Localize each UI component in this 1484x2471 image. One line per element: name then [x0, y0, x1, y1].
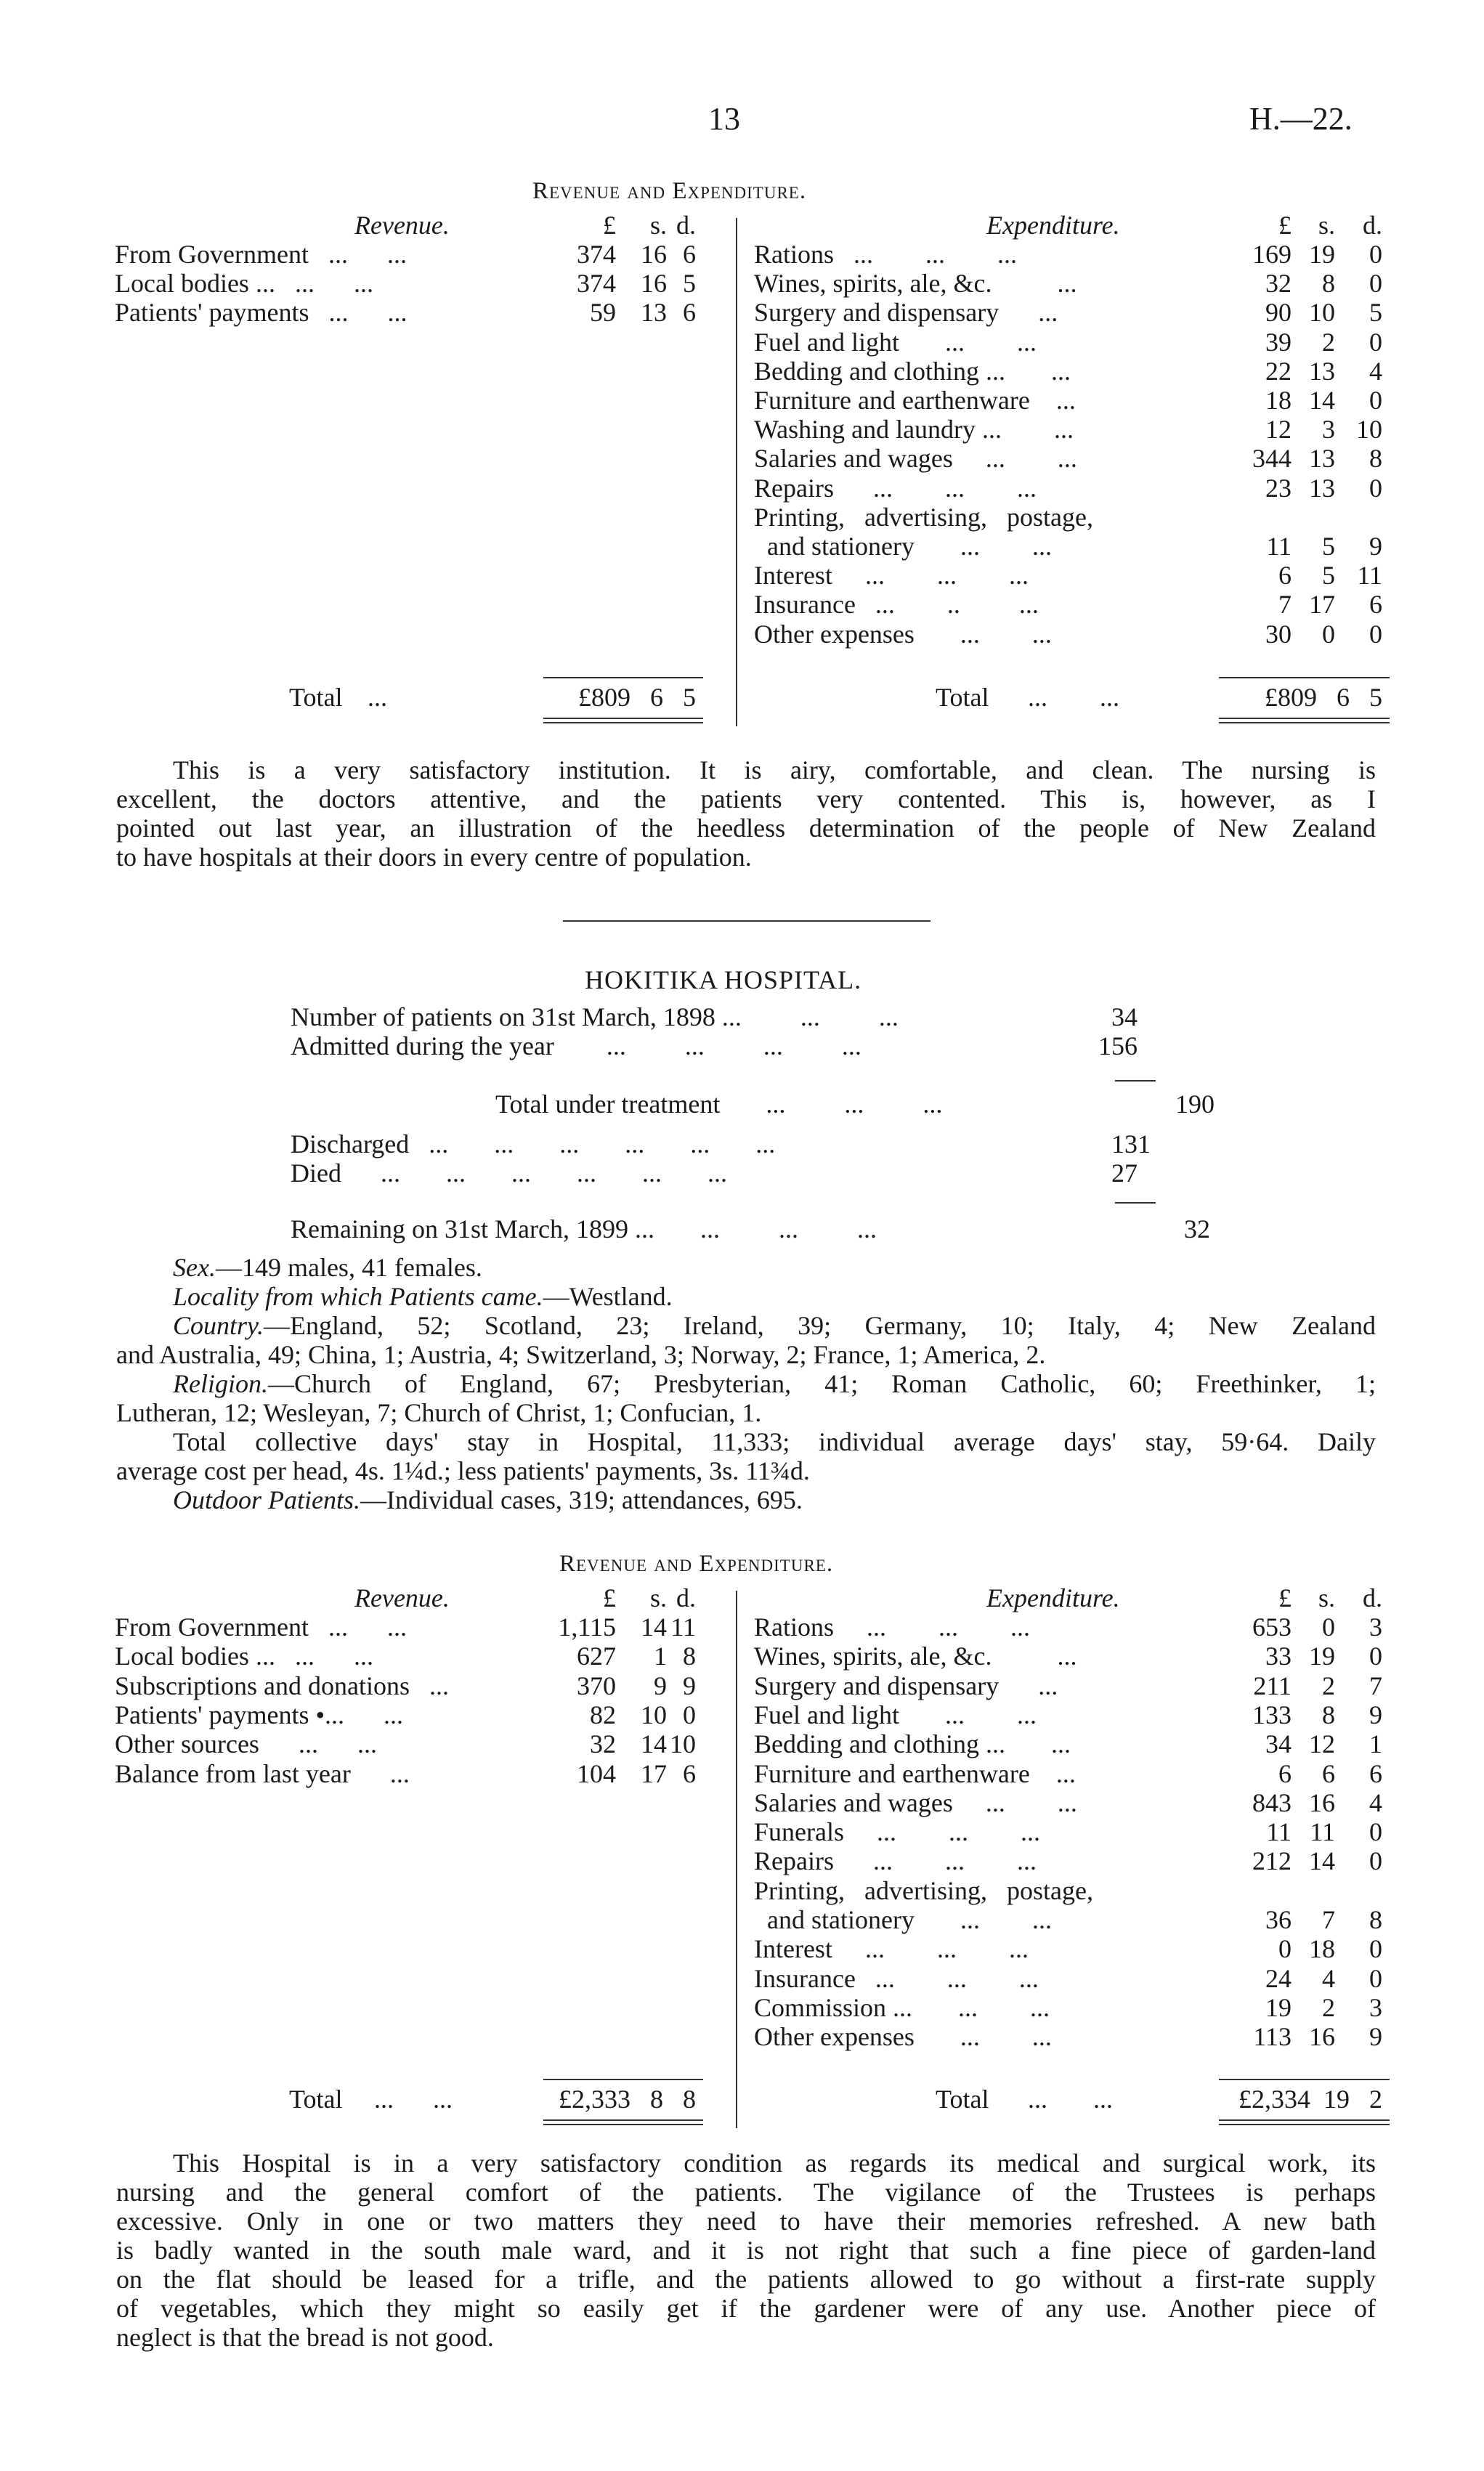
revenue-total-label: Total: [289, 2085, 343, 2114]
expenditure-amount-d: 0: [1369, 386, 1382, 415]
paragraph-2-line: nursing and the general comfort of the patients. The vigilance of the Trustees is perhaps: [116, 2178, 1376, 2207]
revenue-item-label: From Government: [115, 240, 309, 269]
expenditure-amount-l: 6: [1278, 561, 1292, 591]
revenue-expenditure-table-2: [115, 1583, 1386, 2135]
expenditure-total-label: Total: [936, 2085, 989, 2114]
revenue-amount-d: 0: [683, 1700, 696, 1729]
expenditure-amount-d: 9: [1369, 2022, 1382, 2052]
column-divider: [736, 218, 737, 726]
expenditure-amount-s: 2: [1322, 1992, 1335, 2022]
expenditure-amount-d: 11: [1357, 561, 1382, 591]
revenue-item-label: Balance from last year: [115, 1758, 351, 1788]
expenditure-row: [115, 590, 1386, 619]
expenditure-row: [115, 1642, 1386, 1671]
total-double-rule: [1219, 722, 1390, 723]
expenditure-item-label: Commission ...: [754, 1992, 913, 2022]
total-rule: [1219, 677, 1390, 678]
expenditure-row: [115, 1759, 1386, 1788]
expenditure-amount-d: 6: [1369, 1758, 1382, 1788]
expenditure-amount-d: 9: [1369, 1700, 1382, 1729]
note-religion-cont: Lutheran, 12; Wesleyan, 7; Church of Christ, 1; Confucian, 1.: [116, 1398, 762, 1427]
expenditure-row: [115, 240, 1386, 269]
revenue-item-label: Local bodies ...: [115, 269, 275, 299]
expenditure-item-label: Repairs: [754, 473, 834, 503]
expenditure-item-leader: ...: [1005, 356, 1071, 386]
expenditure-amount-s: 6: [1322, 1758, 1335, 1788]
revenue-amount-s: 16: [641, 240, 667, 269]
stat-row: Remaining on 31st March, 1899 ... ... ... ...: [291, 1214, 877, 1243]
expenditure-item-label: Furniture and earthenware: [754, 386, 1030, 415]
expenditure-row: [115, 503, 1386, 532]
revenue-expenditure-table-1: [115, 211, 1386, 734]
expenditure-item-leader: ... ...: [952, 1788, 1077, 1817]
expenditure-row: [115, 1700, 1386, 1729]
currency-heading: £: [603, 211, 616, 240]
expenditure-amount-l: 18: [1265, 386, 1292, 415]
expenditure-amount-l: 12: [1265, 415, 1292, 445]
currency-heading: £: [603, 1583, 616, 1612]
expenditure-item-leader: ... ... ...: [832, 1934, 1029, 1964]
expenditure-amount-s: 16: [1309, 2022, 1335, 2052]
note-country-cont: and Australia, 49; China, 1; Austria, 4; Switzerland, 3; Norway, 2; France, 1; America, 2.: [116, 1340, 1046, 1369]
expenditure-row: [115, 1964, 1386, 1993]
expenditure-amount-l: 344: [1252, 444, 1292, 474]
section-divider: [563, 920, 930, 922]
revenue-amount-s: 9: [654, 1671, 667, 1700]
revenue-amount-l: 627: [577, 1642, 616, 1671]
revenue-amount-d: 5: [683, 269, 696, 299]
expenditure-amount-s: 11: [1310, 1817, 1335, 1847]
expenditure-row: [115, 1876, 1386, 1905]
paragraph-1: [116, 755, 1376, 872]
expenditure-item-label: Salaries and wages: [754, 444, 953, 474]
table2-title: Revenue and Expenditure.: [559, 1551, 834, 1577]
expenditure-item-leader: ... ... ...: [833, 1846, 1037, 1876]
expenditure-amount-d: 7: [1369, 1671, 1382, 1700]
expenditure-amount-l: 32: [1265, 269, 1292, 299]
expenditure-amount-s: 18: [1309, 1934, 1335, 1964]
expenditure-item-leader: ...: [1029, 1758, 1076, 1788]
expenditure-item-label: Other expenses: [754, 2022, 915, 2052]
revenue-amount-d: 6: [683, 240, 696, 269]
page-number: 13: [708, 101, 740, 137]
revenue-amount-l: 82: [590, 1700, 616, 1729]
expenditure-amount-d: 10: [1356, 415, 1382, 445]
stat-value: 27: [1111, 1159, 1138, 1188]
expenditure-amount-d: 4: [1369, 1788, 1382, 1817]
paragraph-1-line: to have hospitals at their doors in every centre of population.: [116, 843, 752, 872]
expenditure-amount-s: 14: [1309, 1846, 1335, 1876]
revenue-amount-s: 17: [641, 1758, 667, 1788]
expenditure-amount-d: 3: [1369, 1992, 1382, 2022]
currency-heading: s.: [649, 1583, 667, 1612]
expenditure-row: [115, 444, 1386, 473]
expenditure-row: [115, 1993, 1386, 2022]
expenditure-item-leader: ... ...: [899, 327, 1037, 357]
expenditure-amount-s: 13: [1309, 356, 1335, 386]
stat-row: Admitted during the year ... ... ... ...: [291, 1031, 861, 1060]
expenditure-amount-s: 10: [1309, 298, 1335, 328]
paragraph-2-line: excessive. Only in one or two matters they need to have their memories refreshed. A new bath: [116, 2207, 1376, 2236]
expenditure-item-label: Funerals: [754, 1817, 844, 1847]
expenditure-amount-s: 7: [1322, 1905, 1335, 1934]
expenditure-amount-l: 0: [1278, 1934, 1292, 1964]
expenditure-item-leader: ...: [992, 269, 1077, 299]
expenditure-row: [115, 1934, 1386, 1963]
currency-heading: d.: [676, 1583, 696, 1612]
expenditure-row: [115, 269, 1386, 298]
expenditure-amount-l: 653: [1252, 1612, 1292, 1642]
revenue-amount-d: 11: [670, 1612, 696, 1642]
total-double-rule: [543, 722, 703, 723]
total-double-rule: [543, 718, 703, 719]
note-days: Total collective days' stay in Hospital, 11,333; individual average days' stay, 59·64. Daily: [173, 1427, 1376, 1456]
paragraph-2: [116, 2149, 1376, 2352]
expenditure-row: [115, 561, 1386, 590]
stat-value: 131: [1111, 1129, 1151, 1159]
expenditure-item-label: and stationery: [754, 532, 915, 561]
expenditure-row: [115, 474, 1386, 503]
note-religion: Religion.—Church of England, 67; Presbyterian, 41; Roman Catholic, 60; Freethinker, 1;: [173, 1369, 1376, 1398]
revenue-amount-s: 16: [641, 269, 667, 299]
revenue-amount-l: 1,115: [558, 1612, 616, 1642]
expenditure-amount-d: 8: [1369, 444, 1382, 474]
expenditure-row: [115, 532, 1386, 561]
expenditure-amount-d: 0: [1369, 327, 1382, 357]
revenue-total-amount: £809 6 5: [578, 683, 696, 712]
revenue-item-label: Patients' payments: [115, 298, 309, 328]
expenditure-amount-d: 0: [1369, 1846, 1382, 1876]
expenditure-amount-d: 0: [1369, 1934, 1382, 1964]
revenue-item-leader: ... ...: [275, 1642, 373, 1671]
expenditure-amount-l: 6: [1278, 1758, 1292, 1788]
table1-title: Revenue and Expenditure.: [532, 178, 807, 204]
expenditure-amount-s: 12: [1309, 1729, 1335, 1759]
revenue-amount-s: 13: [641, 298, 667, 328]
expenditure-row: [115, 1729, 1386, 1758]
revenue-heading: Revenue.: [354, 211, 450, 240]
expenditure-amount-l: 33: [1265, 1642, 1292, 1671]
currency-heading: s.: [1318, 1583, 1335, 1612]
revenue-item-leader: ... ...: [308, 240, 407, 269]
expenditure-item-leader: ... ... ...: [833, 473, 1037, 503]
expenditure-amount-l: 30: [1265, 619, 1292, 649]
expenditure-item-label: Fuel and light: [754, 1700, 899, 1729]
total-double-rule: [543, 2119, 703, 2121]
expenditure-item-label: Furniture and earthenware: [754, 1758, 1030, 1788]
expenditure-amount-s: 2: [1322, 1671, 1335, 1700]
rule: [1115, 1080, 1156, 1082]
paragraph-2-line: neglect is that the bread is not good.: [116, 2323, 494, 2352]
currency-heading: s.: [649, 211, 667, 240]
expenditure-amount-l: 24: [1265, 1963, 1292, 1993]
expenditure-amount-d: 8: [1369, 1905, 1382, 1934]
expenditure-item-leader: ... ...: [899, 1700, 1037, 1729]
expenditure-item-label: and stationery: [754, 1905, 915, 1934]
expenditure-row: [115, 1817, 1386, 1846]
revenue-total-leader: ...: [354, 683, 387, 712]
revenue-amount-d: 8: [683, 1642, 696, 1671]
expenditure-amount-d: 0: [1369, 1642, 1382, 1671]
stat-total: 190: [1175, 1090, 1215, 1119]
expenditure-item-leader: ... ...: [914, 2022, 1052, 2052]
note-country: Country.—England, 52; Scotland, 23; Ireland, 39; Germany, 10; Italy, 4; New Zealand: [173, 1311, 1376, 1340]
expenditure-amount-d: 4: [1369, 356, 1382, 386]
revenue-amount-s: 1: [654, 1642, 667, 1671]
expenditure-heading: Expenditure.: [986, 211, 1120, 240]
expenditure-amount-l: 843: [1252, 1788, 1292, 1817]
expenditure-row: [115, 328, 1386, 357]
revenue-total-label: Total: [289, 683, 343, 712]
expenditure-amount-d: 9: [1369, 532, 1382, 561]
revenue-item-leader: •... ...: [309, 1700, 404, 1729]
expenditure-item-label: Washing and laundry ...: [754, 415, 1002, 445]
expenditure-amount-s: 13: [1309, 473, 1335, 503]
expenditure-amount-l: 34: [1265, 1729, 1292, 1759]
revenue-amount-s: 14: [641, 1612, 667, 1642]
expenditure-item-leader: ... ... ...: [834, 240, 1018, 269]
revenue-amount-d: 10: [670, 1729, 696, 1759]
currency-heading: £: [1278, 1583, 1292, 1612]
patient-statistics: [291, 1002, 1235, 1249]
expenditure-amount-d: 1: [1369, 1729, 1382, 1759]
expenditure-row: [115, 298, 1386, 327]
expenditure-row: [115, 1905, 1386, 1934]
revenue-amount-d: 9: [683, 1671, 696, 1700]
expenditure-item-label: Bedding and clothing ...: [754, 356, 1005, 386]
expenditure-item-leader: ... ...: [914, 532, 1052, 561]
expenditure-item-label: Fuel and light: [754, 327, 899, 357]
expenditure-amount-s: 13: [1309, 444, 1335, 474]
expenditure-amount-l: 11: [1266, 1817, 1292, 1847]
note-days-cont: average cost per head, 4s. 1¼d.; less patients' payments, 3s. 11¾d.: [116, 1456, 810, 1485]
expenditure-amount-d: 6: [1369, 590, 1382, 620]
expenditure-total-leader: ... ...: [1008, 683, 1119, 712]
expenditure-item-label: Salaries and wages: [754, 1788, 953, 1817]
expenditure-item-label: Insurance: [754, 1963, 856, 1993]
revenue-amount-s: 10: [641, 1700, 667, 1729]
expenditure-item-label: Printing, advertising, postage,: [754, 1875, 1093, 1905]
total-double-rule: [1219, 2119, 1390, 2121]
expenditure-item-leader: ...: [1002, 415, 1074, 445]
expenditure-amount-l: 23: [1265, 473, 1292, 503]
currency-heading: £: [1278, 211, 1292, 240]
stat-row: Total under treatment ... ... ...: [495, 1090, 943, 1119]
expenditure-item-label: Other expenses: [754, 619, 915, 649]
stat-total: 32: [1184, 1214, 1210, 1243]
expenditure-item-leader: ... ... ...: [834, 1612, 1031, 1642]
revenue-item-leader: ... ...: [259, 1729, 377, 1759]
currency-heading: d.: [1363, 1583, 1382, 1612]
expenditure-item-leader: ... ...: [914, 1905, 1052, 1934]
expenditure-amount-s: 5: [1322, 532, 1335, 561]
revenue-amount-d: 6: [683, 1758, 696, 1788]
expenditure-amount-l: 7: [1278, 590, 1292, 620]
expenditure-amount-s: 3: [1322, 415, 1335, 445]
expenditure-amount-s: 0: [1322, 619, 1335, 649]
expenditure-item-leader: ...: [999, 298, 1058, 328]
currency-heading: d.: [1363, 211, 1382, 240]
revenue-heading: Revenue.: [354, 1583, 450, 1612]
expenditure-amount-l: 90: [1265, 298, 1292, 328]
expenditure-total-label: Total: [936, 683, 989, 712]
revenue-item-label: Local bodies ...: [115, 1642, 275, 1671]
expenditure-item-label: Insurance: [754, 590, 856, 620]
stat-row: Number of patients on 31st March, 1898 ... ... ...: [291, 1002, 899, 1031]
expenditure-amount-s: 19: [1309, 1642, 1335, 1671]
expenditure-amount-s: 8: [1322, 269, 1335, 299]
total-rule: [543, 677, 703, 678]
revenue-amount-l: 374: [577, 269, 616, 299]
expenditure-row: [115, 1846, 1386, 1875]
total-double-rule: [1219, 718, 1390, 719]
revenue-item-label: Patients' payments: [115, 1700, 309, 1729]
expenditure-row: [115, 1788, 1386, 1817]
expenditure-item-label: Rations: [754, 1612, 835, 1642]
expenditure-item-leader: ... ... ...: [843, 1817, 1040, 1847]
paragraph-2-line: This Hospital is in a very satisfactory condition as regards its medical and surgical work, its: [173, 2149, 1376, 2178]
expenditure-amount-d: 0: [1369, 1963, 1382, 1993]
note-sex: Sex.—149 males, 41 females.: [173, 1253, 482, 1282]
expenditure-item-label: Wines, spirits, ale, &c.: [754, 1642, 992, 1671]
expenditure-item-label: Interest: [754, 561, 832, 591]
expenditure-amount-l: 211: [1253, 1671, 1292, 1700]
expenditure-row: [115, 620, 1386, 649]
expenditure-row: [115, 386, 1386, 415]
expenditure-amount-s: 0: [1322, 1612, 1335, 1642]
stat-row: Discharged ... ... ... ... ... ...: [291, 1129, 776, 1159]
column-divider: [736, 1591, 737, 2128]
expenditure-item-leader: ...: [999, 1671, 1058, 1700]
currency-heading: d.: [676, 211, 696, 240]
paragraph-2-line: of vegetables, which they might so easily get if the gardener were of any use. Another piece of: [116, 2294, 1376, 2323]
expenditure-amount-d: 0: [1369, 619, 1382, 649]
expenditure-amount-l: 11: [1266, 532, 1292, 561]
paragraph-1-line: excellent, the doctors attentive, and the patients very contented. This is, however, as I: [116, 784, 1376, 813]
revenue-amount-s: 14: [641, 1729, 667, 1759]
paragraph-2-line: on the flat should be leased for a trifle, and the patients allowed to go without a first-rate supply: [116, 2265, 1376, 2294]
stat-row: Died ... ... ... ... ... ...: [291, 1159, 727, 1188]
expenditure-item-leader: ... ... ...: [832, 561, 1029, 591]
revenue-item-leader: ...: [409, 1671, 449, 1700]
document-reference: H.—22.: [1249, 101, 1353, 137]
expenditure-item-label: Wines, spirits, ale, &c.: [754, 269, 992, 299]
revenue-amount-l: 370: [577, 1671, 616, 1700]
expenditure-amount-s: 4: [1322, 1963, 1335, 1993]
currency-heading: s.: [1318, 211, 1335, 240]
expenditure-amount-d: 0: [1369, 269, 1382, 299]
expenditure-total-amount: £809 6 5: [1265, 683, 1382, 712]
revenue-item-leader: ... ...: [308, 1612, 407, 1642]
expenditure-amount-d: 0: [1369, 1817, 1382, 1847]
expenditure-amount-l: 113: [1253, 2022, 1292, 2052]
expenditure-item-label: Surgery and dispensary: [754, 1671, 1000, 1700]
revenue-item-label: Other sources: [115, 1729, 259, 1759]
expenditure-item-label: Printing, advertising, postage,: [754, 502, 1093, 532]
stat-value: 34: [1111, 1002, 1138, 1031]
hospital-title: HOKITIKA HOSPITAL.: [585, 965, 862, 994]
expenditure-amount-l: 19: [1265, 1992, 1292, 2022]
expenditure-row: [115, 2022, 1386, 2051]
expenditure-item-label: Bedding and clothing ...: [754, 1729, 1005, 1759]
expenditure-row: [115, 1671, 1386, 1700]
expenditure-amount-d: 5: [1369, 298, 1382, 328]
note-locality: Locality from which Patients came.—Westland.: [173, 1282, 673, 1311]
total-rule: [1219, 2079, 1390, 2080]
expenditure-row: [115, 1612, 1386, 1642]
total-double-rule: [1219, 2124, 1390, 2125]
paragraph-1-line: This is a very satisfactory institution. It is airy, comfortable, and clean. The nursing is: [173, 755, 1376, 784]
paragraph-1-line: pointed out last year, an illustration of the heedless determination of the people of New Zealand: [116, 813, 1376, 843]
rule: [1115, 1202, 1156, 1204]
expenditure-item-leader: ... ...: [952, 444, 1077, 474]
total-rule: [543, 2079, 703, 2080]
expenditure-amount-l: 212: [1252, 1846, 1292, 1876]
expenditure-amount-s: 8: [1322, 1700, 1335, 1729]
expenditure-amount-d: 3: [1369, 1612, 1382, 1642]
paragraph-2-line: is badly wanted in the south male ward, and it is not right that such a fine piece of garden-land: [116, 2236, 1376, 2265]
expenditure-amount-l: 169: [1252, 240, 1292, 269]
expenditure-amount-s: 19: [1309, 240, 1335, 269]
revenue-amount-l: 374: [577, 240, 616, 269]
expenditure-amount-s: 16: [1309, 1788, 1335, 1817]
expenditure-row: [115, 357, 1386, 386]
expenditure-item-leader: ...: [1005, 1729, 1071, 1759]
revenue-item-leader: ...: [350, 1758, 410, 1788]
expenditure-amount-l: 39: [1265, 327, 1292, 357]
revenue-amount-l: 32: [590, 1729, 616, 1759]
revenue-item-leader: ... ...: [309, 298, 408, 328]
expenditure-item-leader: ... .. ...: [855, 590, 1039, 620]
expenditure-amount-l: 36: [1265, 1905, 1292, 1934]
revenue-total-leader: ... ...: [354, 2085, 453, 2114]
expenditure-item-leader: ...: [1029, 386, 1076, 415]
revenue-item-label: Subscriptions and donations: [115, 1671, 410, 1700]
expenditure-amount-s: 17: [1309, 590, 1335, 620]
expenditure-row: [115, 415, 1386, 444]
expenditure-item-leader: ... ...: [914, 619, 1052, 649]
expenditure-amount-s: 5: [1322, 561, 1335, 591]
expenditure-amount-l: 22: [1265, 356, 1292, 386]
expenditure-amount-d: 0: [1369, 240, 1382, 269]
revenue-amount-d: 6: [683, 298, 696, 328]
expenditure-item-leader: ... ... ...: [855, 1963, 1039, 1993]
revenue-item-leader: ... ...: [275, 269, 373, 299]
total-double-rule: [543, 2124, 703, 2125]
expenditure-amount-d: 0: [1369, 473, 1382, 503]
expenditure-amount-l: 133: [1252, 1700, 1292, 1729]
expenditure-item-leader: ...: [992, 1642, 1077, 1671]
expenditure-total-amount: £2,334 19 2: [1238, 2085, 1382, 2114]
expenditure-heading: Expenditure.: [986, 1583, 1120, 1612]
revenue-item-label: From Government: [115, 1612, 309, 1642]
expenditure-amount-s: 14: [1309, 386, 1335, 415]
expenditure-item-label: Surgery and dispensary: [754, 298, 1000, 328]
expenditure-item-leader: ... ...: [912, 1992, 1050, 2022]
hospital-notes: [116, 1253, 1376, 1514]
revenue-total-amount: £2,333 8 8: [559, 2085, 696, 2114]
expenditure-item-label: Interest: [754, 1934, 832, 1964]
revenue-amount-l: 104: [577, 1758, 616, 1788]
stat-value: 156: [1098, 1031, 1138, 1060]
expenditure-amount-s: 2: [1322, 327, 1335, 357]
expenditure-item-label: Rations: [754, 240, 835, 269]
note-outdoor: Outdoor Patients.—Individual cases, 319; attendances, 695.: [173, 1485, 803, 1514]
expenditure-item-label: Repairs: [754, 1846, 834, 1876]
expenditure-total-leader: ... ...: [1008, 2085, 1113, 2114]
revenue-amount-l: 59: [590, 298, 616, 328]
